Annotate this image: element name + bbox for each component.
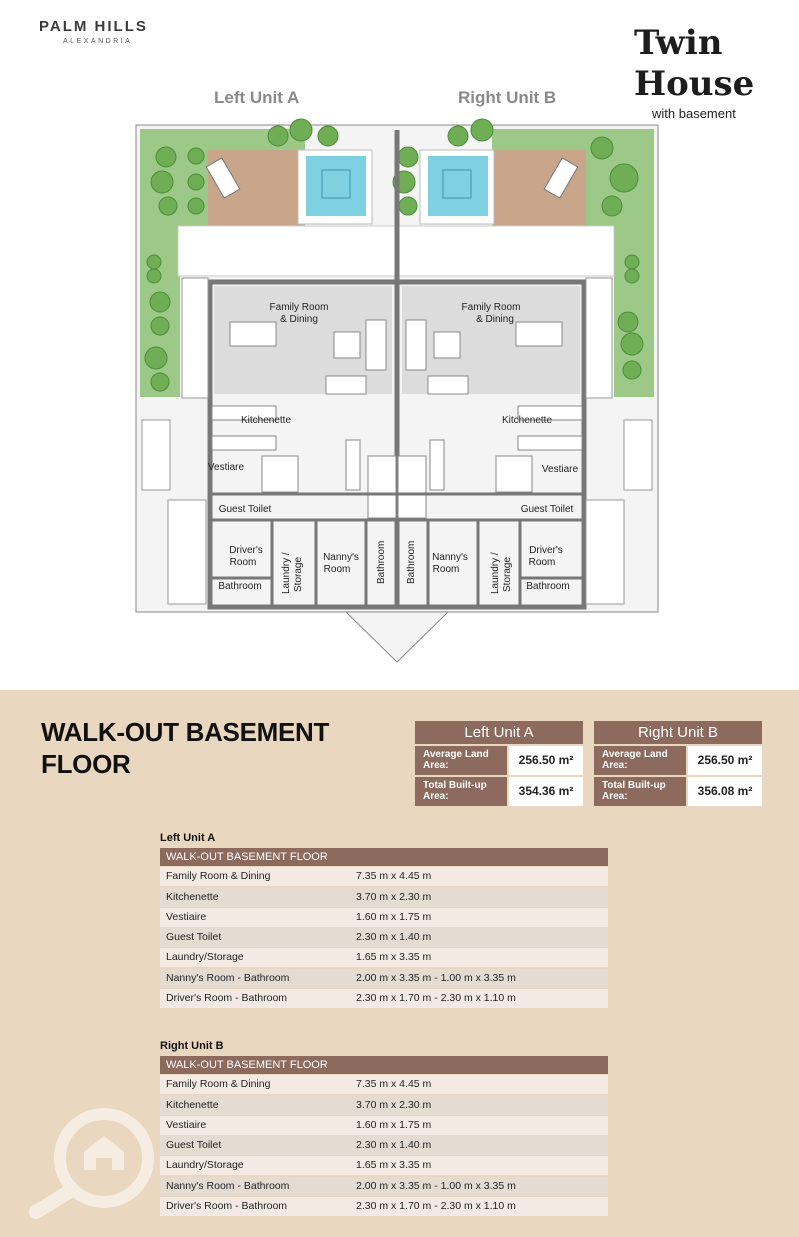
stats-left-unit-title: Left Unit A: [415, 721, 583, 744]
right-pool: [428, 156, 488, 216]
plan-right-unit-label: Right Unit B: [458, 88, 557, 107]
left-laundry-label-2: Storage: [293, 556, 304, 592]
table-row: [160, 969, 608, 988]
floor-heading-line1: WALK-OUT BASEMENT: [41, 717, 330, 747]
table-row: [160, 928, 608, 947]
stats-right-land-row: [594, 746, 762, 775]
table-row: [160, 1075, 608, 1094]
table-cell-room: Guest Toilet: [166, 931, 222, 944]
table-cell-size: 2.30 m x 1.70 m - 2.30 m x 1.10 m: [356, 1200, 516, 1213]
table-cell-room: Driver's Room - Bathroom: [166, 992, 288, 1005]
table-row: [160, 1156, 608, 1175]
table-cell-size: 1.60 m x 1.75 m: [356, 1118, 432, 1131]
left-nannys-label-2: Room: [323, 564, 351, 575]
right-kitchenette-label: Kitchenette: [501, 415, 553, 426]
stats-right-land-value: 256.50 m²: [688, 746, 762, 775]
right-drivers-label-1: Driver's: [529, 545, 563, 556]
table-cell-size: 1.65 m x 3.35 m: [356, 951, 432, 964]
table-cell-size: 2.30 m x 1.40 m: [356, 1139, 432, 1152]
title-twin: Twin: [634, 23, 723, 63]
left-laundry-label-1: Laundry /: [281, 552, 292, 594]
stats-left-land-value: 256.50 m²: [509, 746, 583, 775]
right-nannys-label-1: Nanny's: [432, 552, 468, 563]
right-deck: [494, 150, 586, 225]
table-cell-size: 7.35 m x 4.45 m: [356, 1078, 432, 1091]
stats-left-built-row: [415, 777, 583, 806]
table-cell-size: 2.30 m x 1.70 m - 2.30 m x 1.10 m: [356, 992, 516, 1005]
table-cell-size: 2.30 m x 1.40 m: [356, 931, 432, 944]
table-cell-room: Nanny's Room - Bathroom: [166, 971, 290, 984]
table-left-header: WALK-OUT BASEMENT FLOOR: [160, 848, 608, 866]
right-nannys-label-2: Room: [432, 564, 460, 575]
left-family-room-label-2: & Dining: [280, 314, 318, 325]
table-row: [160, 908, 608, 927]
table-row: [160, 1197, 608, 1216]
table-cell-room: Kitchenette: [166, 890, 219, 903]
table-cell-size: 1.60 m x 1.75 m: [356, 910, 432, 923]
right-laundry-label-2: Storage: [502, 556, 513, 592]
stats-right-built-label: Total Built-up Area:: [594, 777, 686, 806]
stats-left-built-label: Total Built-up Area:: [415, 777, 507, 806]
left-drivers-label-1: Driver's: [229, 545, 263, 556]
table-left-title: Left Unit A: [160, 832, 216, 844]
left-kitchenette-label: Kitchenette: [240, 415, 292, 426]
table-cell-room: Driver's Room - Bathroom: [166, 1200, 288, 1213]
table-cell-size: 2.00 m x 3.35 m - 1.00 m x 3.35 m: [356, 1179, 516, 1192]
table-row: [160, 948, 608, 967]
right-laundry-label-1: Laundry /: [490, 552, 501, 594]
table-cell-room: Vestiaire: [166, 1118, 207, 1131]
table-cell-size: 3.70 m x 2.30 m: [356, 1098, 432, 1111]
table-cell-room: Vestiaire: [166, 910, 207, 923]
stats-right-unit-title: Right Unit B: [594, 721, 762, 744]
stats-left-land-label: Average Land Area:: [415, 746, 507, 775]
stats-left-land-row: [415, 746, 583, 775]
right-vestiare-label: Vestiare: [541, 464, 579, 475]
stats-left-built-value: 354.36 m²: [509, 777, 583, 806]
stats-right-built-value: 356.08 m²: [688, 777, 762, 806]
left-guest-toilet-label: Guest Toilet: [218, 504, 272, 515]
table-cell-room: Kitchenette: [166, 1098, 219, 1111]
right-family-room-label-2: & Dining: [476, 314, 514, 325]
table-cell-room: Laundry/Storage: [166, 951, 244, 964]
right-drivers-label-2: Room: [528, 557, 556, 568]
brand-location: ALEXANDRIA: [63, 38, 133, 45]
floor-heading-line2: FLOOR: [41, 749, 131, 779]
title-subtitle: with basement: [652, 106, 736, 121]
title-house: House: [634, 64, 755, 104]
left-nanny-bath-label: Bathroom: [376, 540, 387, 584]
stats-right-built-row: [594, 777, 762, 806]
table-cell-size: 7.35 m x 4.45 m: [356, 870, 432, 883]
table-right-title: Right Unit B: [160, 1040, 224, 1052]
table-cell-size: 2.00 m x 3.35 m - 1.00 m x 3.35 m: [356, 971, 516, 984]
table-row: [160, 867, 608, 886]
table-cell-room: Family Room & Dining: [166, 1078, 271, 1091]
left-bathroom-label: Bathroom: [218, 581, 262, 592]
table-row: [160, 989, 608, 1008]
table-row: [160, 888, 608, 907]
right-guest-toilet-label: Guest Toilet: [520, 504, 574, 515]
table-right: [160, 1056, 608, 1216]
floor-heading: [41, 716, 329, 780]
table-row: [160, 1116, 608, 1135]
table-cell-room: Family Room & Dining: [166, 870, 271, 883]
left-vestiare-label: Vestiare: [207, 462, 245, 473]
left-nannys-label-1: Nanny's: [323, 552, 359, 563]
plan-left-unit-label: Left Unit A: [214, 88, 300, 107]
table-left: [160, 848, 608, 1008]
table-row: [160, 1096, 608, 1115]
entrance-wedge: [346, 612, 448, 662]
brand-logo: PALM HILLS: [39, 18, 148, 35]
right-family-room-label-1: Family Room: [461, 302, 521, 313]
left-family-room-label-1: Family Room: [269, 302, 329, 313]
left-pool: [306, 156, 366, 216]
table-cell-room: Nanny's Room - Bathroom: [166, 1179, 290, 1192]
stats-right-unit: [594, 721, 762, 806]
right-bathroom-label: Bathroom: [526, 581, 570, 592]
right-nanny-bath-label: Bathroom: [406, 540, 417, 584]
stats-right-land-label: Average Land Area:: [594, 746, 686, 775]
left-drivers-label-2: Room: [229, 557, 257, 568]
table-cell-room: Laundry/Storage: [166, 1159, 244, 1172]
stats-left-unit: [415, 721, 583, 806]
table-cell-size: 3.70 m x 2.30 m: [356, 890, 432, 903]
house-search-icon: [22, 1100, 162, 1220]
table-cell-size: 1.65 m x 3.35 m: [356, 1159, 432, 1172]
table-right-header: WALK-OUT BASEMENT FLOOR: [160, 1056, 608, 1074]
table-cell-room: Guest Toilet: [166, 1139, 222, 1152]
table-row: [160, 1136, 608, 1155]
table-row: [160, 1177, 608, 1196]
